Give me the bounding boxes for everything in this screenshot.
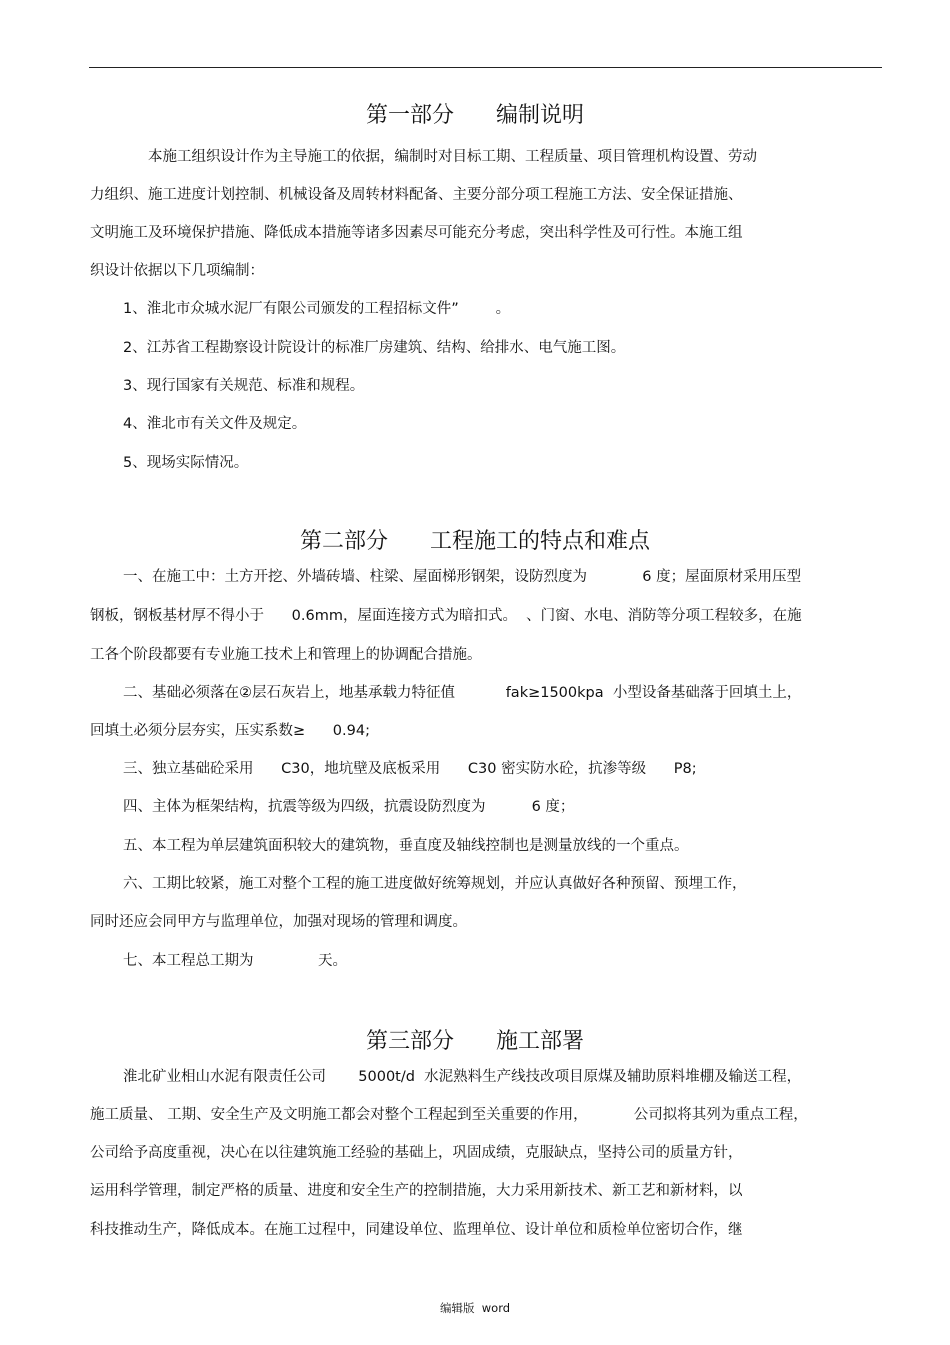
part2-paragraph-line: 一、在施工中：土方开挖、外墙砖墙、柱梁、屋面梯形钢架，设防烈度为 6 度；屋面原材采用压型 bbox=[123, 569, 802, 585]
part2-paragraph-line: 钢板，钢板基材厚不得小于 0.6mm，屋面连接方式为暗扣式。 、门窗、水电、消防等分项工程较多，在施 bbox=[90, 608, 802, 624]
part3-paragraph-line: 淮北矿业相山水泥有限责任公司 5000t/d 水泥熟料生产线技改项目原煤及辅助原料堆棚及输送工程， bbox=[123, 1069, 802, 1085]
part2-paragraph-line: 回填土必须分层夯实，压实系数≥ 0.94; bbox=[90, 723, 370, 739]
basis-item: 1、淮北市众城水泥厂有限公司颁发的工程招标文件” 。 bbox=[123, 301, 511, 317]
part2-paragraph-line: 四、主体为框架结构，抗震等级为四级，抗震设防烈度为 6 度； bbox=[123, 799, 575, 815]
part3-title: 第三部分 施工部署 bbox=[366, 1029, 584, 1054]
basis-item: 5、现场实际情况。 bbox=[123, 455, 249, 471]
part1-paragraph-line: 本施工组织设计作为主导施工的依据，编制时对目标工期、工程质量、项目管理机构设置、劳动 bbox=[148, 149, 757, 165]
part3-paragraph-line: 施工质量、 工期、安全生产及文明施工都会对整个工程起到至关重要的作用， 公司拟将其列为重点工程， bbox=[90, 1107, 808, 1123]
page-footer: 编辑版 word bbox=[439, 1301, 511, 1315]
basis-item: 3、现行国家有关规范、标准和规程。 bbox=[123, 378, 365, 394]
part2-title: 第二部分 工程施工的特点和难点 bbox=[300, 529, 650, 554]
part3-paragraph-line: 科技推动生产，降低成本。在施工过程中，同建设单位、监理单位、设计单位和质检单位密切合作，继 bbox=[90, 1222, 743, 1238]
part3-paragraph-line: 公司给予高度重视，决心在以往建筑施工经验的基础上，巩固成绩，克服缺点，坚持公司的质量方针， bbox=[90, 1145, 743, 1161]
part2-paragraph-line: 三、独立基础砼采用 C30，地坑壁及底板采用 C30 密实防水砼，抗渗等级 P8; bbox=[123, 761, 697, 777]
part1-paragraph-line: 织设计依据以下几项编制： bbox=[90, 263, 264, 279]
part2-paragraph-line: 同时还应会同甲方与监理单位，加强对现场的管理和调度。 bbox=[90, 914, 467, 930]
part1-paragraph-line: 文明施工及环境保护措施、降低成本措施等诸多因素尽可能充分考虑，突出科学性及可行性。本施工组 bbox=[90, 225, 743, 241]
part2-paragraph-line: 工各个阶段都要有专业施工技术上和管理上的协调配合措施。 bbox=[90, 647, 482, 663]
basis-item: 2、江苏省工程勘察设计院设计的标准厂房建筑、结构、给排水、电气施工图。 bbox=[123, 340, 626, 356]
part1-title: 第一部分 编制说明 bbox=[366, 103, 584, 128]
part3-paragraph-line: 运用科学管理，制定严格的质量、进度和安全生产的控制措施，大力采用新技术、新工艺和新材料，以 bbox=[90, 1183, 743, 1199]
header-rule bbox=[89, 67, 882, 68]
part1-paragraph-line: 力组织、施工进度计划控制、机械设备及周转材料配备、主要分部分项工程施工方法、安全保证措施、 bbox=[90, 187, 743, 203]
part2-paragraph-line: 五、本工程为单层建筑面积较大的建筑物，垂直度及轴线控制也是测量放线的一个重点。 bbox=[123, 838, 689, 854]
basis-item: 4、淮北市有关文件及规定。 bbox=[123, 416, 307, 432]
part2-paragraph-line: 七、本工程总工期为 天。 bbox=[123, 953, 348, 969]
part2-paragraph-line: 二、基础必须落在②层石灰岩上，地基承载力特征值 fak≥1500kpa 小型设备基础落于回填土上， bbox=[123, 685, 802, 701]
part2-paragraph-line: 六、工期比较紧，施工对整个工程的施工进度做好统筹规划，并应认真做好各种预留、预埋工作， bbox=[123, 876, 747, 892]
